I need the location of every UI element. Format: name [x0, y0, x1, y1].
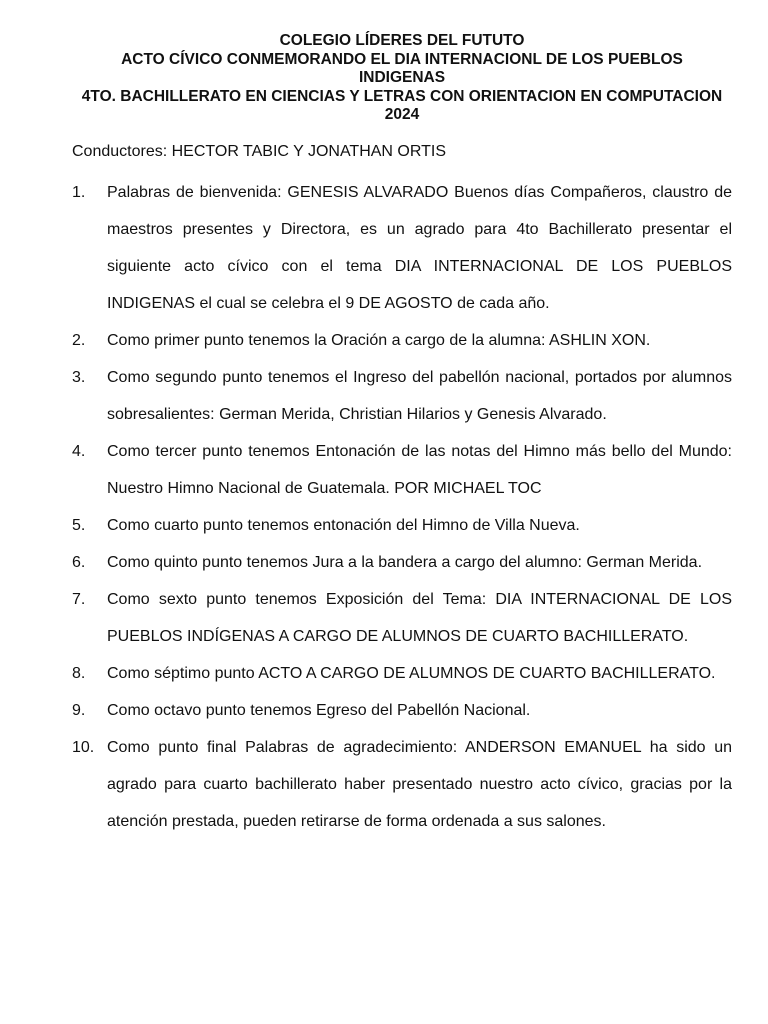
item-number: 10. — [72, 738, 95, 756]
grade-title: 4TO. BACHILLERATO EN CIENCIAS Y LETRAS CON ORIENTACION EN COMPUTACION 2024 — [81, 87, 723, 123]
item-number: 7. — [72, 590, 86, 608]
item-number: 3. — [72, 368, 86, 386]
list-item — [72, 729, 732, 840]
item-text: Como octavo punto tenemos Egreso del Pabellón Nacional. — [107, 701, 531, 719]
item-text: Como quinto punto tenemos Jura a la bandera a cargo del alumno: German Merida. — [107, 553, 703, 571]
school-name: COLEGIO LÍDERES DEL FUTUTO — [279, 32, 525, 49]
item-text: Como primer punto tenemos la Oración a cargo de la alumna: ASHLIN XON. — [107, 331, 651, 349]
list-item — [72, 544, 732, 581]
item-text: Como séptimo punto ACTO A CARGO DE ALUMNOS DE CUARTO BACHILLERATO. — [107, 664, 716, 682]
list-item — [72, 359, 732, 433]
item-text: Como cuarto punto tenemos entonación del Himno de Villa Nueva. — [107, 516, 580, 534]
list-item — [72, 174, 732, 322]
item-text: Como punto final Palabras de agradecimiento: ANDERSON EMANUEL ha sido un agrado para cuarto bachillerato haber presentado nuestro acto cívico, gracias por la atención prestada, pueden retirarse de forma ordenada a sus salones. — [107, 738, 732, 830]
item-number: 2. — [72, 331, 86, 349]
item-number: 4. — [72, 442, 86, 460]
item-text: Como segundo punto tenemos el Ingreso del pabellón nacional, portados por alumnos sobresalientes: German Merida, Christian Hilarios y Genesis Alvarado. — [107, 368, 732, 423]
item-text: Palabras de bienvenida: GENESIS ALVARADO Buenos días Compañeros, claustro de maestros presentes y Directora, es un agrado para 4to Bachillerato presentar el siguiente acto cívico con el tema DIA INTERNACIONAL DE LOS PUEBLOS INDIGENAS el cual se celebra el 9 DE AGOSTO de cada año. — [107, 183, 732, 312]
item-number: 9. — [72, 701, 86, 719]
list-item — [72, 433, 732, 507]
list-item — [72, 692, 732, 729]
item-number: 5. — [72, 516, 86, 534]
list-item — [72, 655, 732, 692]
item-text: Como tercer punto tenemos Entonación de las notas del Himno más bello del Mundo: Nuestro Himno Nacional de Guatemala. POR MICHAEL TOC — [107, 442, 732, 497]
item-number: 8. — [72, 664, 86, 682]
list-item — [72, 581, 732, 655]
document-header — [36, 32, 768, 125]
item-number: 1. — [72, 183, 86, 201]
item-number: 6. — [72, 553, 86, 571]
program-list — [72, 174, 732, 840]
event-title: ACTO CÍVICO CONMEMORANDO EL DIA INTERNACIONL DE LOS PUEBLOS INDIGENAS — [121, 50, 683, 86]
item-text: Como sexto punto tenemos Exposición del Tema: DIA INTERNACIONAL DE LOS PUEBLOS INDÍGENAS A CARGO DE ALUMNOS DE CUARTO BACHILLERATO. — [107, 590, 732, 645]
list-item — [72, 322, 732, 359]
conductores-line: Conductores: HECTOR TABIC Y JONATHAN ORTIS — [72, 142, 447, 160]
list-item — [72, 507, 732, 544]
